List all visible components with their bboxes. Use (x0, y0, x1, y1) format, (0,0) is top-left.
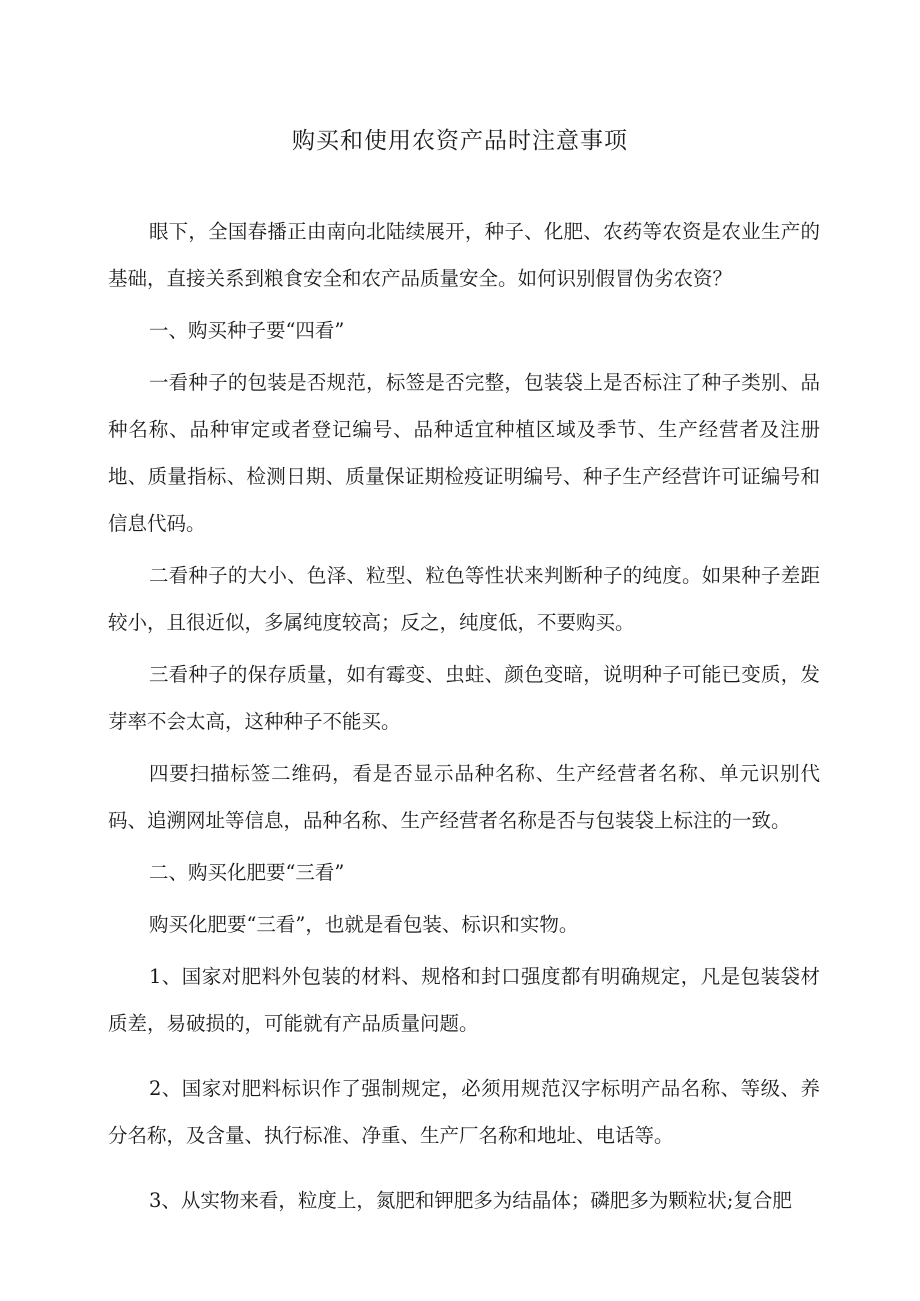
paragraph-seed-check-1: 一看种子的包装是否规范，标签是否完整，包装袋上是否标注了种子类别、品种名称、品种审定或者登记编号、品种适宜种植区域及季节、生产经营者及注册地、质量指标、检测日期、质量保证期检疫证明编号、种子生产经营许可证编号和信息代码。 (108, 371, 820, 535)
paragraph-fertilizer-intro: 购买化肥要“三看”，也就是看包装、标识和实物。 (148, 913, 579, 936)
section-heading-seeds: 一、购买种子要“四看” (148, 319, 345, 342)
paragraph-intro: 眼下，全国春播正由南向北陆续展开，种子、化肥、农药等农资是农业生产的基础，直接关系到粮食安全和农产品质量安全。如何识别假冒伪劣农资？ (108, 220, 820, 290)
paragraph-seed-check-3: 三看种子的保存质量，如有霉变、虫蛀、颜色变暗，说明种子可能已变质，发芽率不会太高，这种种子不能买。 (108, 663, 820, 733)
document-body (108, 208, 820, 1229)
document-title: 购买和使用农资产品时注意事项 (292, 128, 628, 154)
paragraph-fertilizer-2: 2、国家对肥料标识作了强制规定，必须用规范汉字标明产品名称、等级、养分名称，及含量、执行标准、净重、生产厂名称和地址、电话等。 (108, 1077, 820, 1147)
paragraph-fertilizer-1: 1、国家对肥料外包装的材料、规格和封口强度都有明确规定，凡是包装袋材质差，易破损的，可能就有产品质量问题。 (108, 965, 820, 1035)
paragraph-seed-check-4: 四要扫描标签二维码，看是否显示品种名称、生产经营者名称、单元识别代码、追溯网址等信息，品种名称、生产经营者名称是否与包装袋上标注的一致。 (108, 762, 820, 832)
paragraph-fertilizer-3: 3、从实物来看，粒度上，氮肥和钾肥多为结晶体；磷肥多为颗粒状;复合肥 (148, 1189, 792, 1212)
paragraph-seed-check-2: 二看种子的大小、色泽、粒型、粒色等性状来判断种子的纯度。如果种子差距较小，且很近似，多属纯度较高；反之，纯度低，不要购买。 (108, 564, 820, 634)
section-heading-fertilizer: 二、购买化肥要“三看” (148, 861, 345, 884)
